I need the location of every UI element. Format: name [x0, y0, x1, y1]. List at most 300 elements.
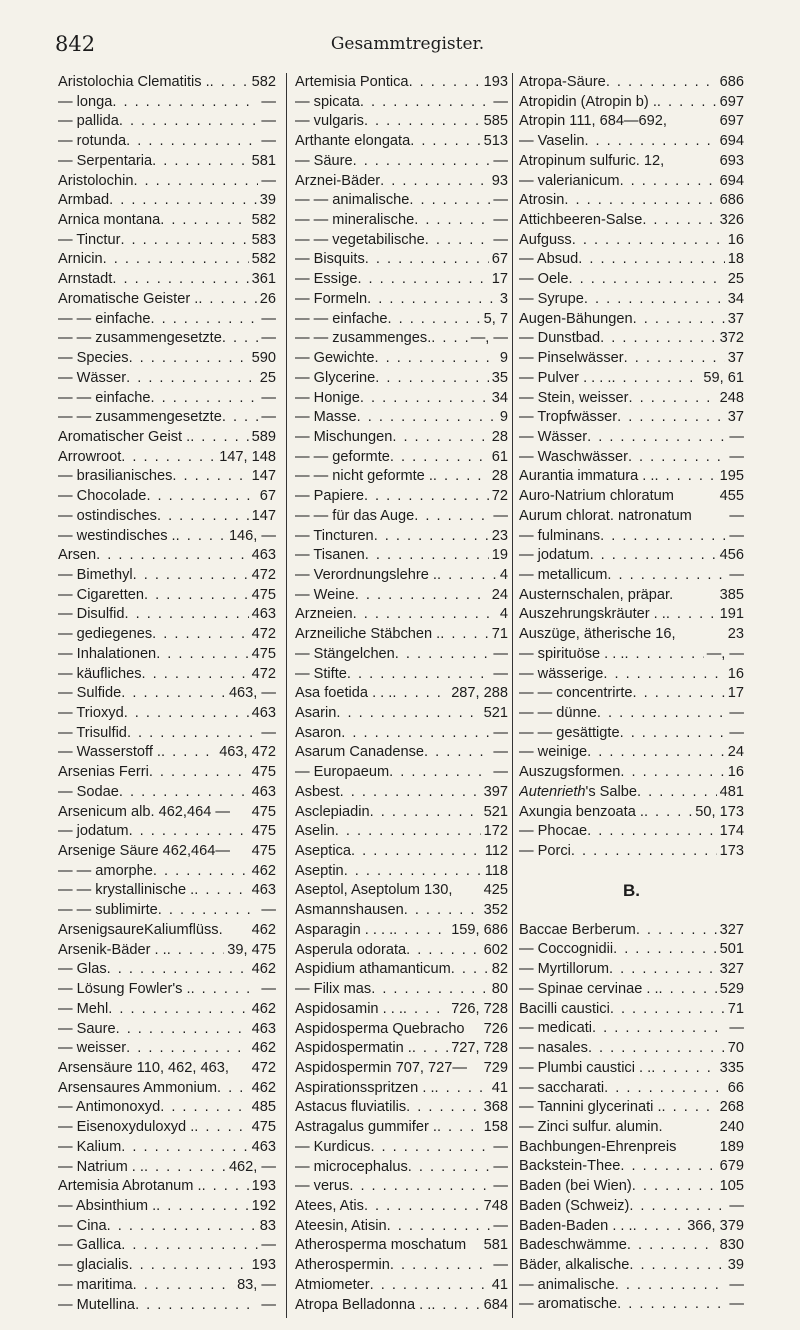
entry-page-ref: 61 — [491, 448, 508, 465]
entry-page-ref: 694 — [719, 172, 744, 189]
entry-page-ref: 585 — [483, 113, 508, 130]
index-entry — [295, 172, 508, 192]
leader-dots — [176, 527, 226, 547]
entry-page-ref: 82 — [491, 961, 508, 978]
leader-dots — [107, 1217, 257, 1237]
leader-dots — [437, 1118, 481, 1138]
entry-term: Asarin — [295, 705, 337, 721]
entry-term: Atropinum sulfuric. 12, — [519, 152, 665, 169]
entry-term: — Tropfwässer — [519, 409, 618, 426]
entry-term: Atropa Belladonna . . — [295, 1296, 432, 1313]
index-entry — [295, 369, 508, 389]
entry-page-ref: 39 — [259, 192, 276, 209]
entry-page-ref: 18 — [727, 251, 744, 268]
index-entry — [58, 467, 276, 487]
entry-term: — Tisanen — [295, 547, 365, 564]
entry-term: Auszüge, ätherische 16, — [519, 626, 676, 643]
index-entry — [295, 132, 508, 152]
entry-term: Axungia benzoata . — [519, 803, 644, 820]
entry-page-ref: 697 — [719, 113, 744, 130]
leader-dots — [380, 172, 489, 192]
leader-dots — [642, 211, 716, 231]
entry-page-ref: 361 — [251, 271, 276, 288]
entry-term: — Pulver . . . . — [519, 369, 612, 386]
entry-page-ref: 463 — [251, 882, 276, 899]
index-entry — [58, 408, 276, 428]
entry-page-ref: 39 — [727, 1256, 744, 1273]
entry-page-ref: 268 — [719, 1099, 744, 1116]
entry-page-ref: — — [493, 192, 508, 209]
leader-dots — [150, 389, 258, 409]
leader-dots — [222, 329, 259, 349]
entry-page-ref: 472 — [251, 566, 276, 583]
index-entry — [58, 625, 276, 645]
leader-dots — [587, 822, 716, 842]
leader-dots — [606, 73, 717, 93]
leader-dots — [161, 743, 216, 763]
index-entry — [58, 842, 276, 862]
entry-term: — — zusammengesetzte — [58, 330, 222, 347]
index-entry — [295, 467, 508, 487]
entry-term: — Oele — [519, 271, 569, 288]
index-entry — [295, 1256, 508, 1276]
entry-term: Baden (Schweiz) — [519, 1197, 630, 1214]
entry-page-ref: 23 — [727, 626, 744, 643]
index-entry — [58, 1256, 276, 1276]
entry-term: — medicati — [519, 1020, 592, 1037]
entry-term: — — einfache — [295, 310, 388, 327]
entry-page-ref: 581 — [483, 1237, 508, 1254]
entry-term: — Kalium — [58, 1138, 122, 1155]
index-entry — [519, 1138, 744, 1158]
leader-dots — [406, 941, 480, 961]
entry-page-ref: — — [261, 133, 276, 150]
leader-dots — [659, 980, 717, 1000]
index-entry — [519, 487, 744, 507]
entry-term: Aseptica — [295, 843, 351, 860]
leader-dots — [617, 1295, 726, 1315]
leader-dots — [133, 172, 258, 192]
leader-dots — [409, 191, 490, 211]
index-entry — [295, 724, 508, 744]
leader-dots — [375, 369, 488, 389]
leader-dots — [144, 1158, 226, 1178]
index-entry — [519, 921, 744, 941]
entry-page-ref: 24 — [727, 744, 744, 761]
leader-dots — [194, 1118, 248, 1138]
entry-page-ref: 335 — [719, 1059, 744, 1076]
entry-page-ref: 581 — [251, 152, 276, 169]
entry-term: — vulgaris — [295, 113, 364, 130]
index-entry — [295, 448, 508, 468]
leader-dots — [617, 408, 725, 428]
index-entry — [58, 980, 276, 1000]
index-entry — [295, 783, 508, 803]
leader-dots — [108, 1000, 248, 1020]
entry-term: Attichbeeren-Salse — [519, 212, 643, 229]
leader-dots — [167, 941, 225, 961]
index-entry — [519, 1118, 744, 1138]
entry-term: Aseptol, Aseptolum 130, — [295, 882, 453, 899]
entry-page-ref: — — [261, 902, 276, 919]
entry-page-ref: 463 — [251, 1020, 276, 1037]
index-entry — [295, 645, 508, 665]
entry-page-ref: 475 — [251, 803, 276, 820]
index-entry — [58, 743, 276, 763]
leader-dots — [364, 1197, 481, 1217]
entry-page-ref: 23 — [491, 527, 508, 544]
index-entry — [519, 586, 744, 606]
index-entry — [519, 783, 744, 803]
entry-page-ref: 34 — [727, 290, 744, 307]
entry-term: — Myrtillorum — [519, 961, 609, 978]
entry-page-ref: — — [493, 507, 508, 524]
leader-dots — [624, 349, 725, 369]
entry-term: Asarum Canadense — [295, 744, 424, 761]
entry-term: Bachbungen-Ehrenpreis — [519, 1138, 677, 1155]
leader-dots — [127, 724, 258, 744]
entry-term: Artemisia Abrotanum . — [58, 1178, 202, 1195]
index-entry — [295, 250, 508, 270]
entry-term: — — dünne — [519, 705, 597, 721]
index-entry — [58, 211, 276, 231]
leader-dots — [633, 684, 725, 704]
entry-page-ref: 697 — [719, 93, 744, 110]
entry-term: — Gallica — [58, 1237, 122, 1254]
entry-page-ref: — — [729, 724, 744, 741]
leader-dots — [341, 724, 490, 744]
leader-dots — [160, 1098, 248, 1118]
index-entry — [295, 921, 508, 941]
entry-term: — gediegenes — [58, 626, 153, 643]
entry-term: — Species — [58, 350, 129, 367]
entry-page-ref: — — [493, 645, 508, 662]
index-entry — [295, 822, 508, 842]
entry-term: — verus — [295, 1178, 350, 1195]
index-entry — [295, 329, 508, 349]
index-entry — [295, 1296, 508, 1316]
leader-dots — [121, 684, 226, 704]
entry-page-ref: 694 — [719, 133, 744, 150]
leader-dots — [152, 625, 249, 645]
index-entry — [295, 1236, 508, 1256]
entry-term: Aselin — [295, 823, 335, 840]
entry-page-ref: 726, 728 — [451, 1000, 508, 1017]
entry-page-ref: 4 — [499, 566, 508, 583]
leader-dots — [633, 1217, 685, 1237]
index-column-3 — [519, 73, 744, 1315]
entry-page-ref: 83, — — [237, 1276, 276, 1293]
entry-term: Atropin 111, 684—692, — [519, 113, 667, 130]
entry-term: — Kurdicus — [295, 1138, 371, 1155]
entry-term: — Mutellina — [58, 1296, 136, 1313]
leader-dots — [119, 783, 249, 803]
index-entry — [519, 467, 744, 487]
entry-page-ref: 475 — [251, 1119, 276, 1136]
index-entry — [519, 1295, 744, 1315]
index-entry — [58, 487, 276, 507]
entry-term: — rotunda — [58, 133, 127, 150]
index-entry — [295, 665, 508, 685]
entry-term: — westindisches . — [58, 527, 176, 544]
entry-term: Augen-Bähungen — [519, 310, 633, 327]
entry-term: — Saure — [58, 1020, 116, 1037]
entry-term: Asclepiadin — [295, 803, 370, 820]
entry-page-ref: 39, 475 — [227, 941, 276, 958]
entry-term: — jodatum — [58, 823, 129, 840]
leader-dots — [370, 1138, 490, 1158]
leader-dots — [620, 724, 727, 744]
index-entry — [58, 546, 276, 566]
entry-term: — — geformte — [295, 448, 390, 465]
leader-dots — [587, 743, 725, 763]
leader-dots — [129, 822, 249, 842]
index-entry — [519, 980, 744, 1000]
index-entry — [58, 507, 276, 527]
leader-dots — [395, 645, 491, 665]
entry-term: Arthante elongata — [295, 133, 411, 150]
entry-page-ref: 462, — — [228, 1158, 276, 1175]
index-entry — [58, 389, 276, 409]
entry-term: — Verordnungslehre . — [295, 566, 437, 583]
entry-page-ref: 19 — [491, 547, 508, 564]
entry-page-ref: 463 — [251, 606, 276, 623]
entry-page-ref: — — [493, 1257, 508, 1274]
leader-dots — [412, 1039, 448, 1059]
entry-term: — Trioxyd — [58, 705, 124, 721]
leader-dots — [440, 625, 489, 645]
index-entry — [58, 132, 276, 152]
leader-dots — [431, 329, 467, 349]
entry-term: — käufliches — [58, 665, 142, 682]
entry-page-ref: — — [729, 507, 744, 524]
index-entry — [58, 1217, 276, 1237]
index-entry — [519, 645, 744, 665]
entry-term: — nasales — [519, 1040, 588, 1057]
index-entry — [58, 1020, 276, 1040]
index-entry — [295, 93, 508, 113]
leader-dots — [451, 960, 489, 980]
entry-page-ref: 287, 288 — [451, 685, 508, 702]
entry-term: — weisser — [58, 1040, 127, 1057]
entry-page-ref: 147 — [251, 468, 276, 485]
entry-page-ref: — — [261, 1237, 276, 1254]
entry-page-ref: 475 — [251, 645, 276, 662]
index-entry — [519, 1000, 744, 1020]
entry-page-ref: 463, — — [228, 685, 276, 702]
index-entry — [58, 1177, 276, 1197]
leader-dots — [414, 507, 490, 527]
entry-term: — Glas — [58, 961, 107, 978]
index-entry — [295, 389, 508, 409]
entry-page-ref: 174 — [719, 823, 744, 840]
entry-page-ref: — — [493, 1217, 508, 1234]
index-entry — [58, 1236, 276, 1256]
entry-term: — Absinthium . — [58, 1197, 157, 1214]
index-entry — [58, 1276, 276, 1296]
entry-page-ref: 513 — [483, 133, 508, 150]
index-entry — [519, 743, 744, 763]
entry-term: Aspidium athamanticum — [295, 961, 451, 978]
leader-dots — [190, 428, 248, 448]
index-entry — [295, 546, 508, 566]
index-entry — [295, 310, 508, 330]
entry-page-ref: 462 — [251, 921, 276, 938]
entry-page-ref: 105 — [719, 1178, 744, 1195]
index-entry — [295, 842, 508, 862]
index-entry — [519, 625, 744, 645]
entry-term: — Wässer — [58, 369, 127, 386]
entry-term: Asa foetida . . . — [295, 685, 393, 702]
entry-page-ref: 146, — — [228, 527, 276, 544]
leader-dots — [347, 665, 491, 685]
entry-term: ArsenigsaureKaliumflüss. — [58, 921, 223, 938]
index-entry — [295, 1197, 508, 1217]
index-entry — [295, 743, 508, 763]
entry-page-ref: 70 — [727, 1040, 744, 1057]
leader-dots — [392, 428, 488, 448]
index-entry — [519, 270, 744, 290]
entry-page-ref: — — [493, 231, 508, 248]
entry-page-ref: 28 — [491, 428, 508, 445]
entry-page-ref: 475 — [251, 823, 276, 840]
index-entry — [519, 1019, 744, 1039]
leader-dots — [578, 250, 725, 270]
index-entry — [519, 329, 744, 349]
entry-term: Aromatischer Geist . — [58, 428, 191, 445]
entry-term: — Disulfid — [58, 606, 125, 623]
entry-term: Arsensäure 110, 462, 463, — [58, 1059, 229, 1076]
entry-page-ref: 726 — [483, 1020, 508, 1037]
leader-dots — [353, 152, 491, 172]
entry-term: — Honige — [295, 389, 360, 406]
entry-page-ref: — — [261, 409, 276, 426]
entry-page-ref: 693 — [719, 152, 744, 169]
entry-term: — Tinctur — [58, 231, 121, 248]
entry-term: — Zinci sulfur. alumin. — [519, 1118, 663, 1135]
leader-dots — [152, 152, 249, 172]
leader-dots — [390, 448, 489, 468]
entry-term: Bäder, alkalische — [519, 1256, 630, 1273]
index-entry — [58, 1039, 276, 1059]
index-entry — [519, 605, 744, 625]
index-entry — [519, 1197, 744, 1217]
index-entry — [58, 1000, 276, 1020]
index-entry — [519, 73, 744, 93]
entry-page-ref: — — [729, 1296, 744, 1313]
index-entry — [519, 191, 744, 211]
entry-term: Asbest — [295, 783, 340, 800]
index-entry — [519, 152, 744, 172]
index-entry — [295, 73, 508, 93]
entry-page-ref: 830 — [719, 1237, 744, 1254]
leader-dots — [403, 1000, 448, 1020]
entry-term: — weinige — [519, 744, 588, 761]
entry-term: Arnica montana — [58, 212, 161, 229]
leader-dots — [121, 1236, 258, 1256]
entry-page-ref: 589 — [251, 428, 276, 445]
leader-dots — [610, 1000, 725, 1020]
leader-dots — [572, 231, 725, 251]
entry-term: Aspirationsspritzen . . — [295, 1079, 435, 1096]
entry-page-ref: 158 — [483, 1119, 508, 1136]
entry-page-ref: 83 — [259, 1217, 276, 1234]
entry-page-ref: 679 — [719, 1158, 744, 1175]
index-entry — [519, 1157, 744, 1177]
index-entry — [58, 960, 276, 980]
entry-term: Austernschalen, präpar. — [519, 586, 674, 603]
leader-dots — [142, 665, 249, 685]
leader-dots — [431, 1296, 480, 1316]
leader-dots — [158, 901, 259, 921]
index-entry — [295, 1158, 508, 1178]
entry-page-ref: 529 — [719, 980, 744, 997]
leader-dots — [121, 1138, 248, 1158]
index-entry — [58, 724, 276, 744]
index-entry — [519, 665, 744, 685]
entry-page-ref: 385 — [719, 586, 744, 603]
entry-page-ref: 25 — [727, 271, 744, 288]
entry-page-ref: 368 — [483, 1099, 508, 1116]
index-entry — [519, 684, 744, 704]
index-entry — [295, 803, 508, 823]
entry-term: — Cigaretten — [58, 586, 144, 603]
entry-term: — Dunstbad — [519, 330, 601, 347]
entry-term: — wässerige — [519, 665, 604, 682]
leader-dots — [410, 132, 480, 152]
entry-term: — Coccognidii — [519, 941, 614, 958]
entry-term: Aristolochia Clematitis . — [58, 74, 210, 90]
leader-dots — [109, 191, 257, 211]
leader-dots — [600, 329, 717, 349]
leader-dots — [349, 1177, 490, 1197]
entry-page-ref: — — [493, 744, 508, 761]
entry-page-ref: — — [493, 93, 508, 110]
leader-dots — [633, 310, 725, 330]
leader-dots — [392, 684, 448, 704]
entry-term: Arsensaures Ammonium — [58, 1079, 217, 1096]
leader-dots — [156, 1197, 248, 1217]
leader-dots — [157, 507, 249, 527]
leader-dots — [568, 270, 724, 290]
entry-page-ref: 16 — [727, 665, 744, 682]
entry-page-ref: 112 — [484, 843, 508, 860]
index-entry — [295, 112, 508, 132]
leader-dots — [654, 467, 716, 487]
entry-term: — glacialis — [58, 1257, 129, 1274]
index-entry — [519, 822, 744, 842]
entry-page-ref: 462 — [251, 1040, 276, 1057]
index-entry — [295, 605, 508, 625]
entry-term: — Antimonoxyd — [58, 1099, 161, 1116]
entry-page-ref: — — [261, 724, 276, 741]
entry-term: Armbad — [58, 192, 110, 209]
leader-dots — [644, 803, 692, 823]
entry-term: Atropidin (Atropin b) . — [519, 93, 657, 110]
index-entry — [58, 1197, 276, 1217]
leader-dots — [425, 231, 491, 251]
index-entry — [519, 1217, 744, 1237]
entry-page-ref: 475 — [251, 764, 276, 781]
entry-page-ref: 462 — [251, 1000, 276, 1017]
entry-term: — Europaeum — [295, 764, 390, 781]
leader-dots — [357, 270, 488, 290]
index-entry — [519, 211, 744, 231]
index-entry — [519, 763, 744, 783]
entry-term: — — vegetabilische — [295, 231, 425, 248]
leader-dots — [590, 546, 717, 566]
leader-dots — [133, 566, 249, 586]
